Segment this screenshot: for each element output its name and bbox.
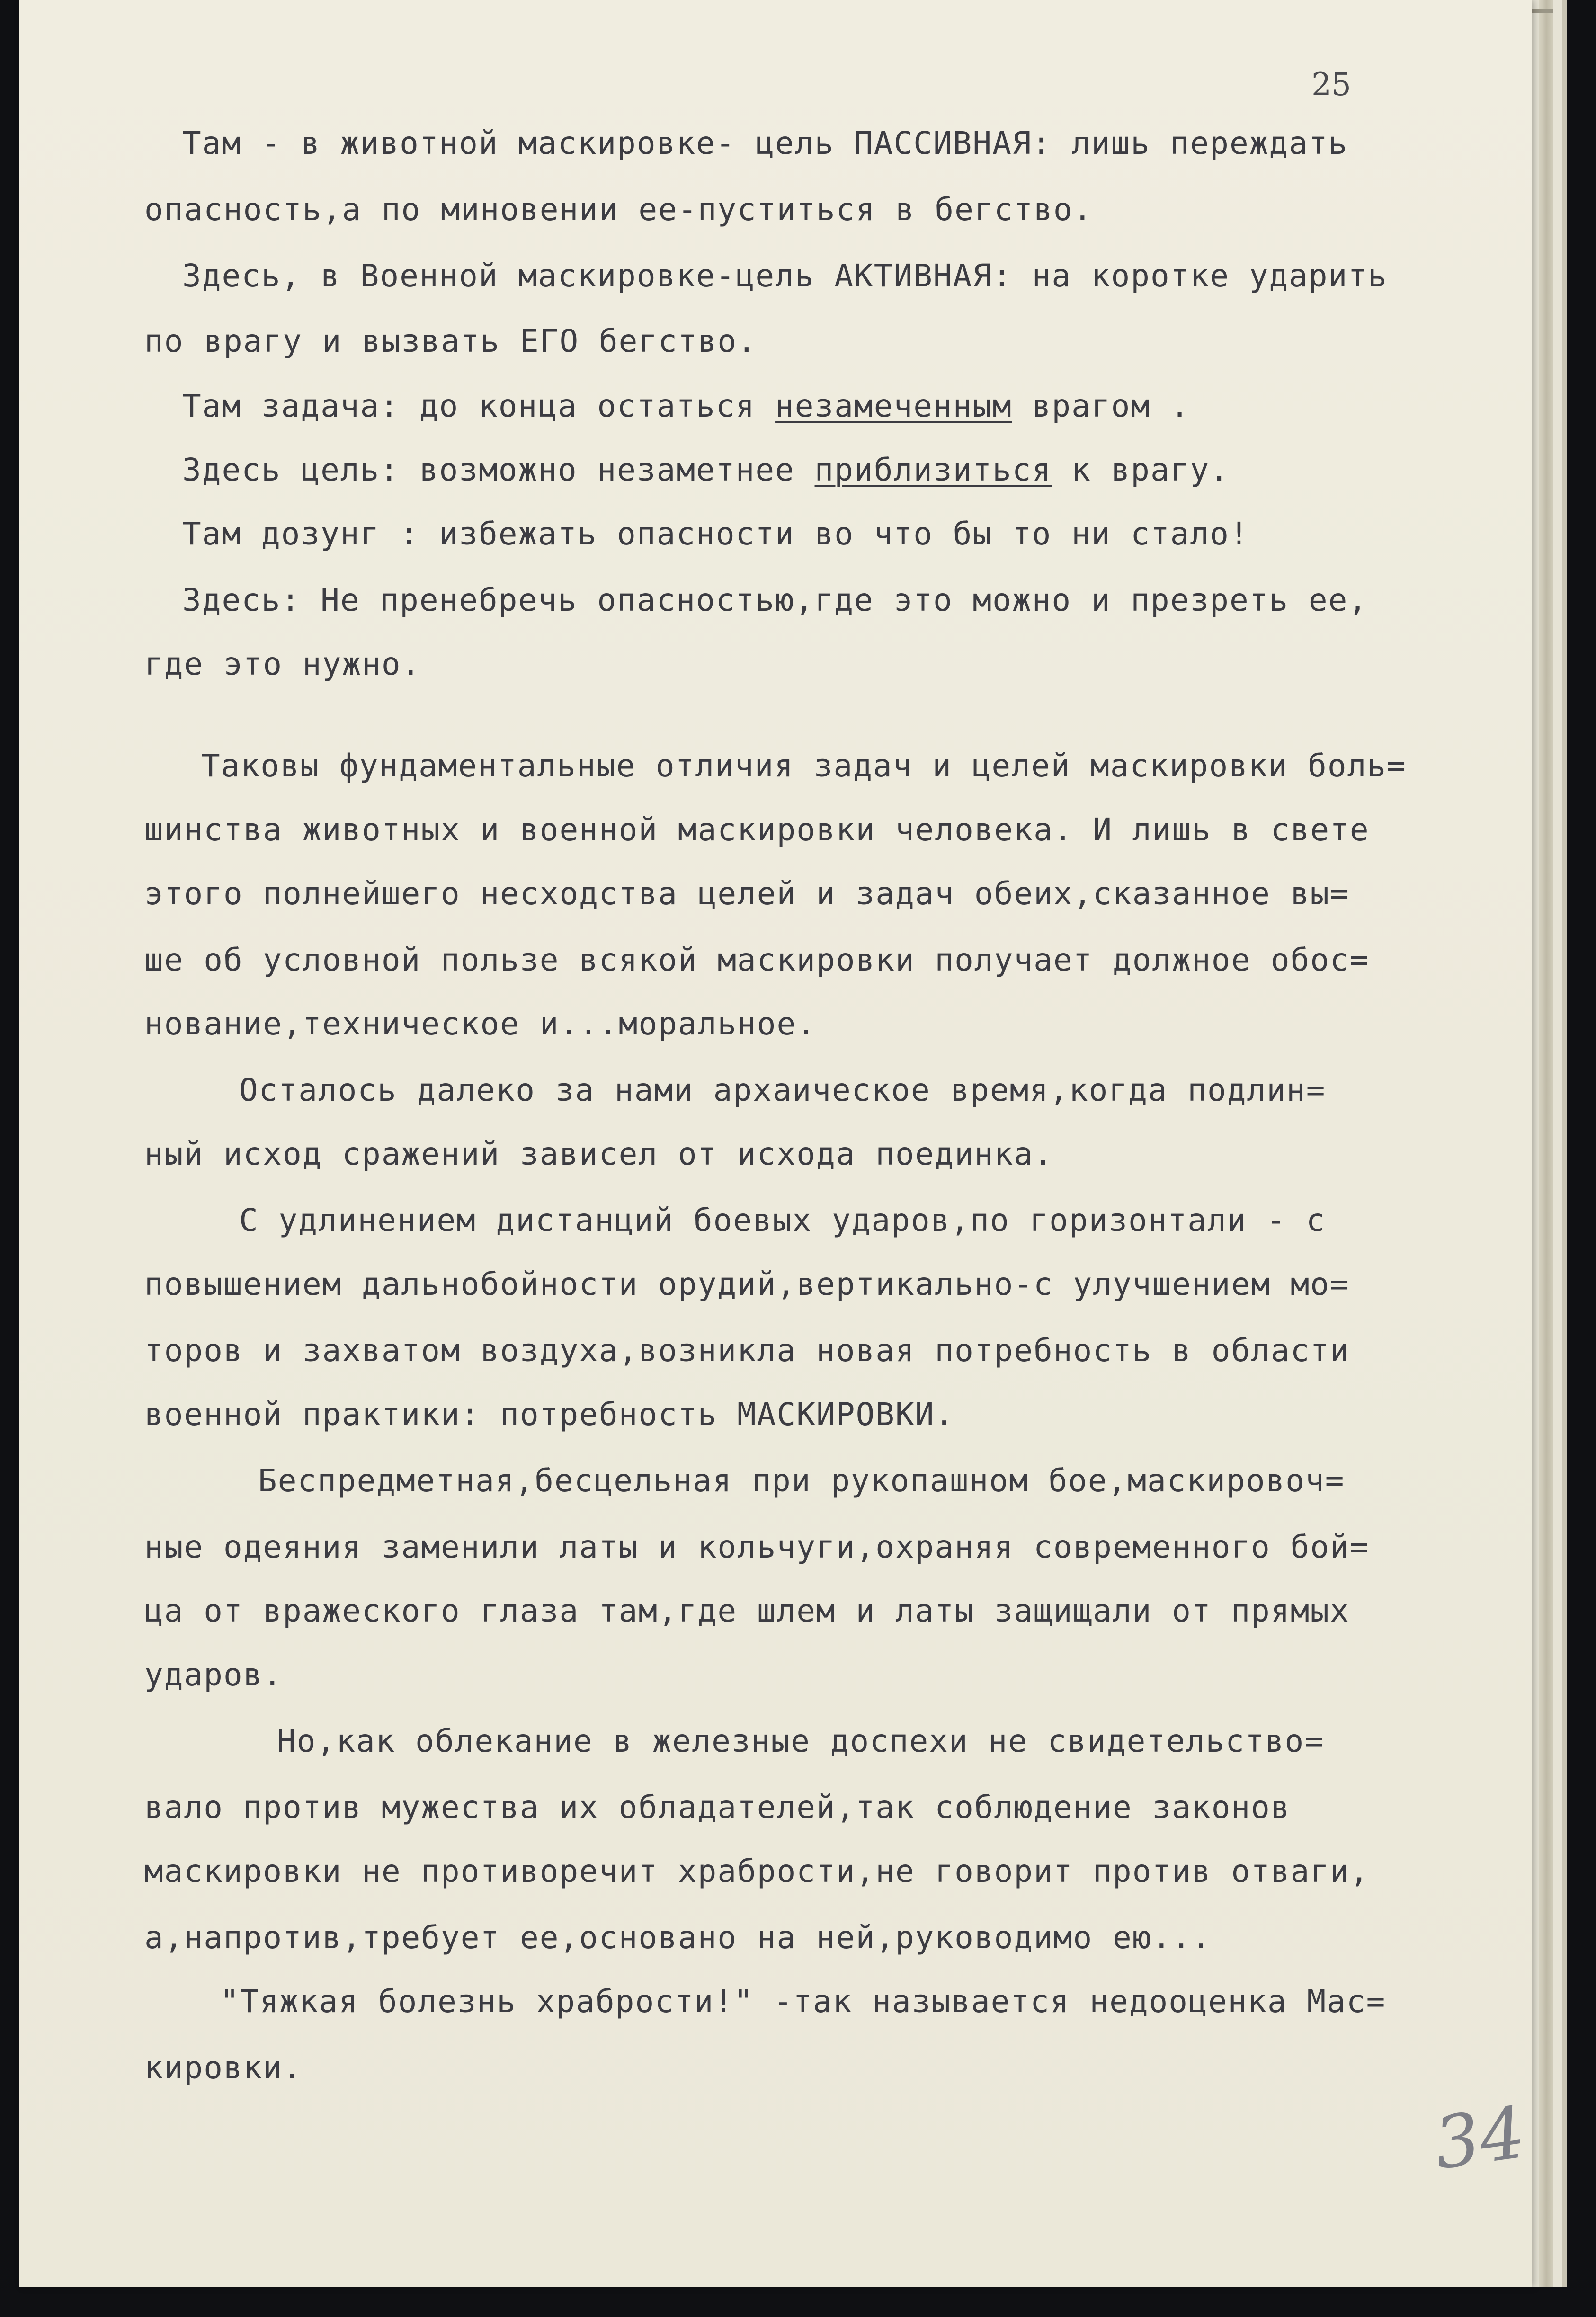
- text-line: ные одеяния заменили латы и кольчуги,охраняя современного бой=: [144, 1529, 1370, 1565]
- text-line: военной практики: потребность МАСКИРОВКИ.: [144, 1396, 955, 1433]
- text-line: Осталось далеко за нами архаическое время,когда подлин=: [239, 1072, 1326, 1108]
- text-line: ше об условной пользе всякой маскировки получает должное обос=: [144, 942, 1370, 978]
- text-line: Там дозунг : избежать опасности во что бы то ни стало!: [182, 516, 1249, 552]
- text-line: повышением дальнобойности орудий,вертикально-с улучшением мо=: [144, 1266, 1350, 1302]
- text-line: торов и захватом воздуха,возникла новая потребность в области: [144, 1332, 1350, 1369]
- page-stack-edge: [1539, 0, 1553, 2287]
- text-segment: врагом .: [1012, 388, 1190, 424]
- text-line: "Тяжкая болезнь храбрости!" -так называется недооценка Мас=: [220, 1983, 1386, 2020]
- text-line: ударов.: [144, 1657, 283, 1693]
- text-segment: Там задача: до конца остаться: [182, 388, 776, 424]
- text-line: ный исход сражений зависел от исхода поединка.: [144, 1136, 1053, 1172]
- handwritten-archive-number: 34: [1429, 2091, 1531, 2186]
- text-line: а,напротив,требует ее,основано на ней,руководимо ею...: [144, 1919, 1212, 1956]
- text-line: Беспредметная,бесцельная при рукопашном бое,маскировоч=: [258, 1462, 1345, 1499]
- text-line: опасность,а по миновении ее-пуститься в бегство.: [144, 191, 1093, 228]
- text-line: этого полнейшего несходства целей и задач обеих,сказанное вы=: [144, 875, 1350, 912]
- text-segment: к врагу.: [1052, 452, 1230, 488]
- text-line: С удлинением дистанций боевых ударов,по горизонтали - с: [239, 1202, 1326, 1239]
- underlined-word: приблизиться: [814, 452, 1052, 488]
- text-line: вало против мужества их обладателей,так соблюдение законов: [144, 1789, 1291, 1826]
- page-number: 25: [1311, 66, 1351, 103]
- text-line: где это нужно.: [144, 646, 421, 682]
- typed-text-body: [19, 0, 1532, 2287]
- text-line: [182, 388, 1190, 424]
- text-line: кировки.: [144, 2050, 303, 2086]
- document-page: [19, 0, 1532, 2287]
- text-segment: Здесь цель: возможно незаметнее: [182, 452, 815, 488]
- text-line: Здесь: Не пренебречь опасностью,где это можно и презреть ее,: [182, 582, 1368, 618]
- text-line: нование,техническое и...моральное.: [144, 1006, 817, 1042]
- text-line: ца от вражеского глаза там,где шлем и латы защищали от прямых: [144, 1593, 1350, 1629]
- underlined-word: незамеченным: [775, 388, 1012, 424]
- text-line: [182, 454, 1230, 486]
- text-line: маскировки не противоречит храбрости,не говорит против отваги,: [144, 1853, 1370, 1889]
- text-line: Там - в животной маскировке- цель ПАССИВНАЯ: лишь переждать: [182, 125, 1348, 161]
- text-line: Таковы фундаментальные отличия задач и целей маскировки боль=: [201, 748, 1407, 784]
- text-line: по врагу и вызвать ЕГО бегство.: [144, 323, 757, 359]
- text-line: Здесь, в Военной маскировке-цель АКТИВНАЯ: на коротке ударить: [182, 258, 1388, 294]
- text-line: шинства животных и военной маскировки человека. И лишь в свете: [144, 811, 1370, 848]
- text-line: Но,как облекание в железные доспехи не свидетельство=: [277, 1723, 1324, 1759]
